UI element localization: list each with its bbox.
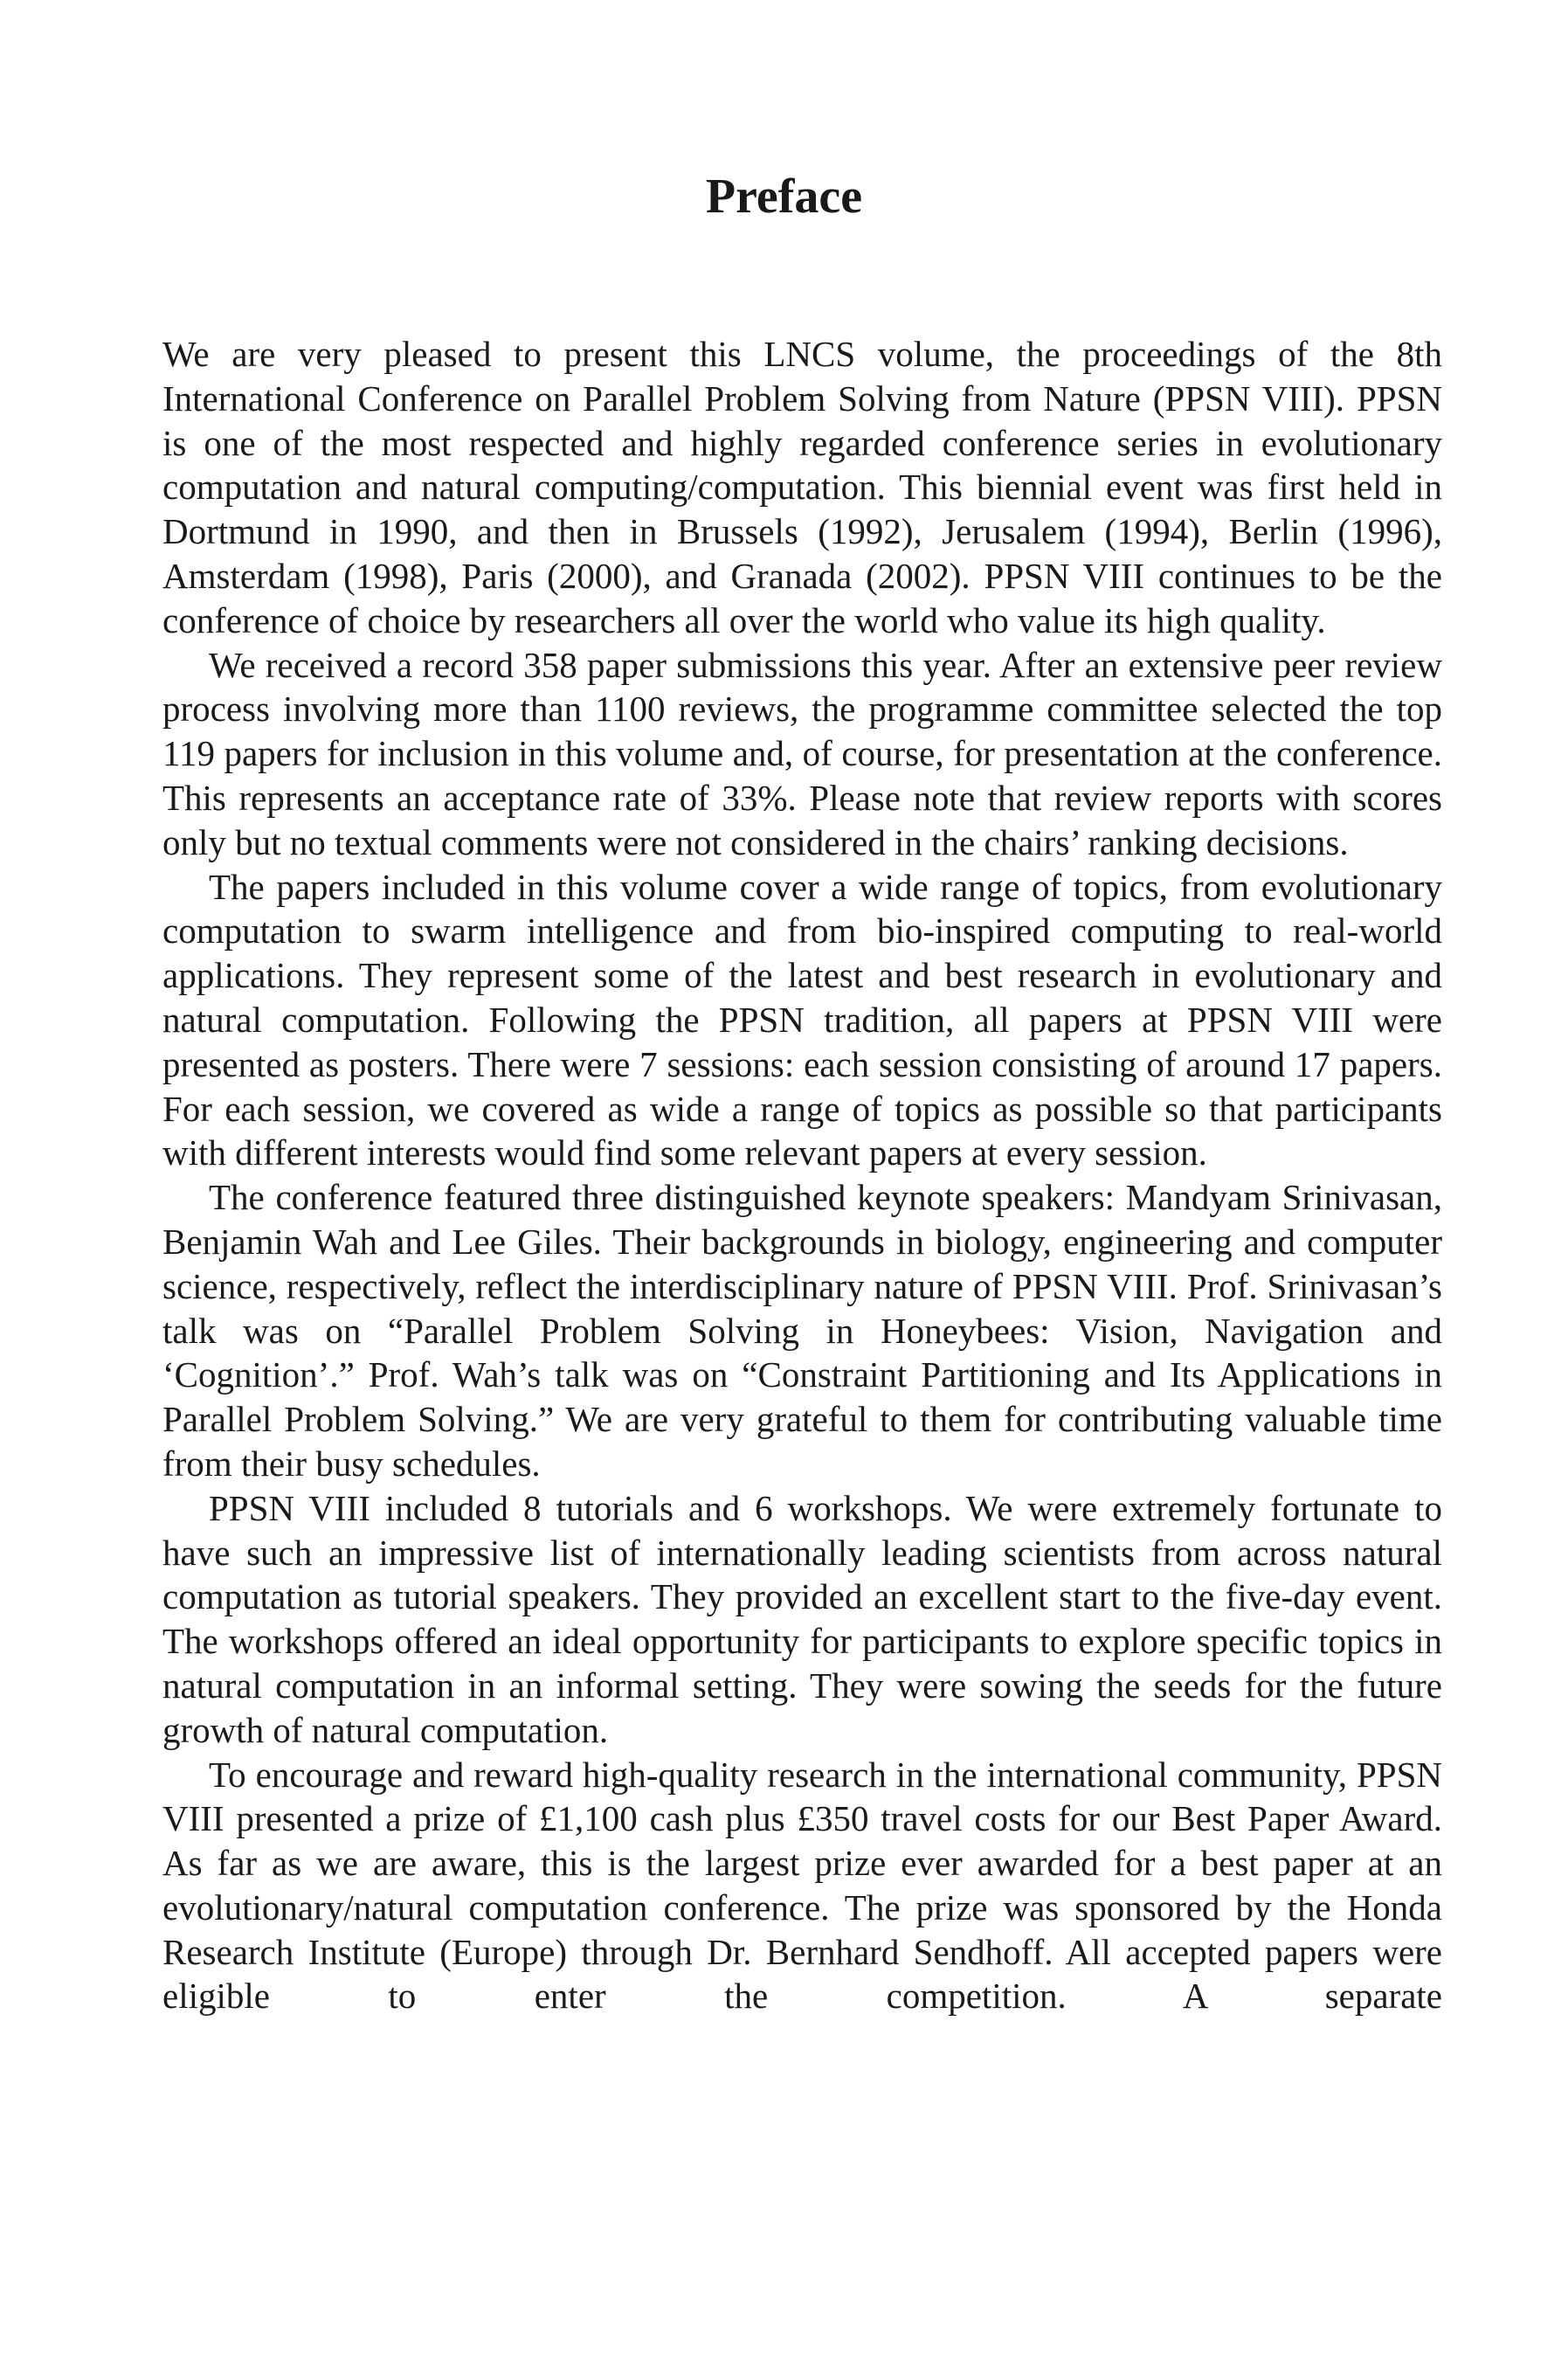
paragraph-5: PPSN VIII included 8 tutorials and 6 workshops. We were extremely fortunate to have such an impressive list of internationally leading scientists from across natural computation as tutorial speakers. They provided an excellent start to the five-day event. The workshops offered an ideal opportunity for participants to explore specific topics in natural computation in an informal setting. They were sowing the seeds for the future growth of natural computation. [162,1487,1442,1750]
page-title: Preface [705,170,863,224]
paragraph-2: We received a record 358 paper submissions this year. After an extensive peer review process involving more than 1100 reviews, the programme committee selected the top 119 papers for inclusion in this volume and, of course, for presentation at the conference. This represents an acceptance rate of 33%. Please note that review reports with scores only but no textual comments were not considered in the chairs’ ranking decisions. [162,644,1442,862]
body-text [162,332,1442,2018]
paragraph-3: The papers included in this volume cover a wide range of topics, from evolutionary computation to swarm intelligence and from bio-inspired computing to real-world applications. They represent some of the latest and best research in evolutionary and natural computation. Following the PPSN tradition, all papers at PPSN VIII were presented as posters. There were 7 sessions: each session consisting of around 17 papers. For each session, we covered as wide a range of topics as possible so that participants with different interests would find some relevant papers at every session. [162,866,1442,1173]
paragraph-6: To encourage and reward high-quality research in the international community, PPSN VIII presented a prize of £1,100 cash plus £350 travel costs for our Best Paper Award. As far as we are aware, this is the largest prize ever awarded for a best paper at an evolutionary/natural computation conference. The prize was sponsored by the Honda Research Institute (Europe) through Dr. Bernhard Sendhoff. All accepted papers were eligible to enter the competition. A separate [162,1754,1442,2017]
paragraph-1: We are very pleased to present this LNCS volume, the proceedings of the 8th International Conference on Parallel Problem Solving from Nature (PPSN VIII). PPSN is one of the most respected and highly regarded conference series in evolutionary computation and natural computing/computation. This biennial event was first held in Dortmund in 1990, and then in Brussels (1992), Jerusalem (1994), Berlin (1996), Amsterdam (1998), Paris (2000), and Granada (2002). PPSN VIII continues to be the conference of choice by researchers all over the world who value its high quality. [162,334,1442,640]
paragraph-4: The conference featured three distinguished keynote speakers: Mandyam Srinivasan, Benjamin Wah and Lee Giles. Their backgrounds in biology, engineering and computer science, respectively, reflect the interdisciplinary nature of PPSN VIII. Prof. Srinivasan’s talk was on “Parallel Problem Solving in Honeybees: Vision, Navigation and ‘Cognition’.” Prof. Wah’s talk was on “Constraint Partitioning and Its Applications in Parallel Problem Solving.” We are very grateful to them for contributing valuable time from their busy schedules. [162,1177,1442,1484]
